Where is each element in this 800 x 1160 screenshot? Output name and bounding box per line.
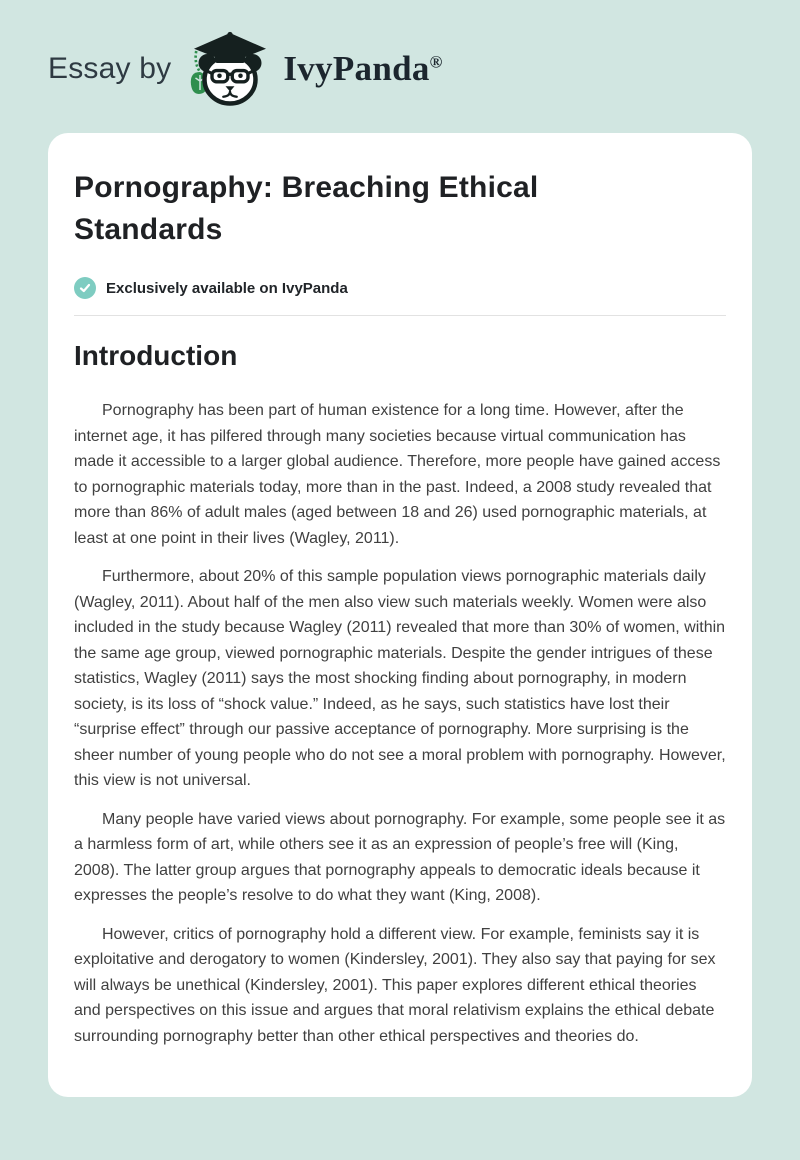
- brand-wordmark: [283, 49, 442, 89]
- essay-card: [48, 133, 752, 1097]
- exclusive-availability-badge: [74, 277, 726, 299]
- registered-trademark-symbol: ®: [429, 52, 443, 72]
- introduction-body: [74, 398, 726, 1049]
- paragraph: Pornography has been part of human existence for a long time. However, after the internet age, it has pilfered through many societies because virtual communication has made it accessible to a larger global audience. Therefore, more people have gained access to pornographic materials today, more than in the past. Indeed, a 2008 study revealed that more than 86% of adult males (aged between 18 and 26) used pornographic materials, at least at one point in their lives (Wagley, 2011).: [74, 402, 721, 547]
- header-divider: [74, 315, 726, 316]
- essay-by-label: Essay by: [48, 52, 172, 85]
- ivypanda-panda-logo-icon: [185, 29, 269, 109]
- introduction-heading: Introduction: [74, 340, 238, 371]
- paragraph: Furthermore, about 20% of this sample population views pornographic materials daily (Wagley, 2011). About half of the men also view such materials weekly. Women were also included in the study because Wagley (2011) revealed that more than 30% of women, within the same age group, viewed pornographic materials. Despite the gender intrigues of these statistics, Wagley (2011) says the most shocking finding about pornography, in modern society, is its loss of “shock value.” Indeed, as he says, such statistics have lost their “surprise effect” through our passive acceptance of pornography. More surprising is the sheer number of young people who do not see a moral problem with pornography. However, this view is not universal.: [74, 568, 726, 789]
- page-header: [0, 0, 800, 108]
- checkmark-icon: [74, 277, 96, 299]
- paragraph: However, critics of pornography hold a different view. For example, feminists say it is exploitative and derogatory to women (Kindersley, 2001). They also say that paying for sex will always be unethical (Kindersley, 2001). This paper explores different ethical theories and perspectives on this issue and argues that moral relativism explains the ethical debate surrounding pornography better than other ethical perspectives and theories do.: [74, 925, 716, 1045]
- exclusive-availability-label: Exclusively available on IvyPanda: [106, 279, 348, 297]
- paragraph: Many people have varied views about pornography. For example, some people see it as a harmless form of art, while others see it as an expression of people’s free will (King, 2008). The latter group argues that pornography appeals to democratic ideals because it expresses the people’s resolve to do what they want (King, 2008).: [74, 810, 726, 904]
- essay-title: Pornography: Breaching Ethical Standards: [74, 171, 539, 246]
- brand-name: IvyPanda: [283, 49, 430, 88]
